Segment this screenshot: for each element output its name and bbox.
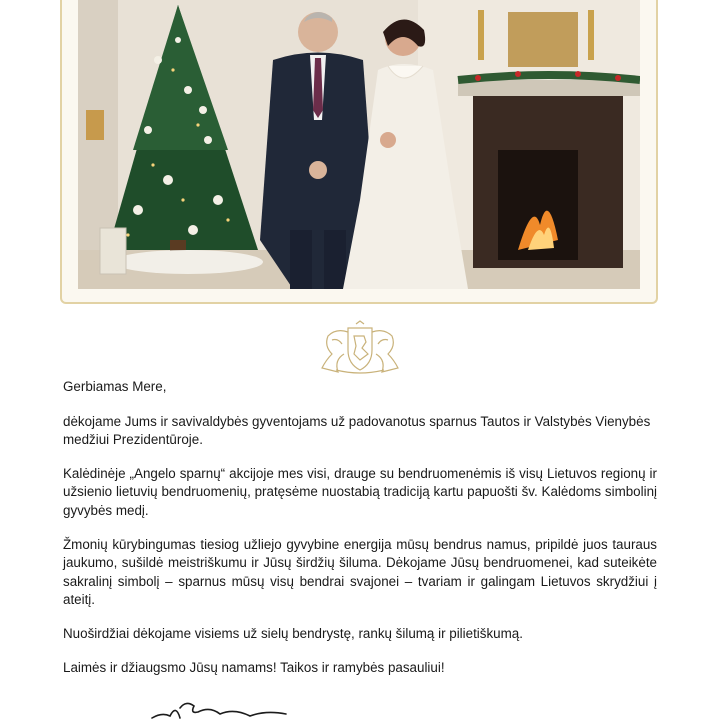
letter-paragraph-3: Žmonių kūrybingumas tiesiog užliejo gyvybine energija mūsų bendrus namus, pripildė juos tauraus jaukumo, sušildė meistriškumu ir Jūsų širdžių šiluma. Dėkojame Jūsų bendruomenei, kad suteikėte sakralinį simbolį – sparnus mūsų visų bendrai svajonei – tvariam ir galingam Lietuvos skrydžiui į ateitį.: [63, 536, 657, 608]
handwritten-signature: [150, 698, 290, 720]
letter-paragraph-1: dėkojame Jums ir savivaldybės gyventojams už padovanotus sparnus Tautos ir Valstybės Vienybės medžiui Prezidentūroje.: [63, 413, 651, 448]
letter-greeting: Gerbiamas Mere,: [63, 379, 167, 394]
vytis-coat-of-arms-icon: [318, 320, 402, 376]
letter-paragraph-2: Kalėdinėje „Angelo sparnų“ akcijoje mes visi, drauge su bendruomenėmis iš visų Lietuvos regionų ir užsienio lietuvių bendruomenių, pratęsėme nuostabią tradiciją kartu papuošti šv. Kalėdoms simbolinį gyvybės medį.: [63, 465, 657, 518]
letter-paragraph-4: Nuoširdžiai dėkojame visiems už sielų bendrystę, rankų šilumą ir pilietiškumą.: [63, 625, 523, 641]
letter-paragraph-5: Laimės ir džiaugsmo Jūsų namams! Taikos ir ramybės pasauliui!: [63, 659, 445, 675]
letter-body: [63, 378, 657, 692]
christmas-photo: [78, 0, 640, 289]
